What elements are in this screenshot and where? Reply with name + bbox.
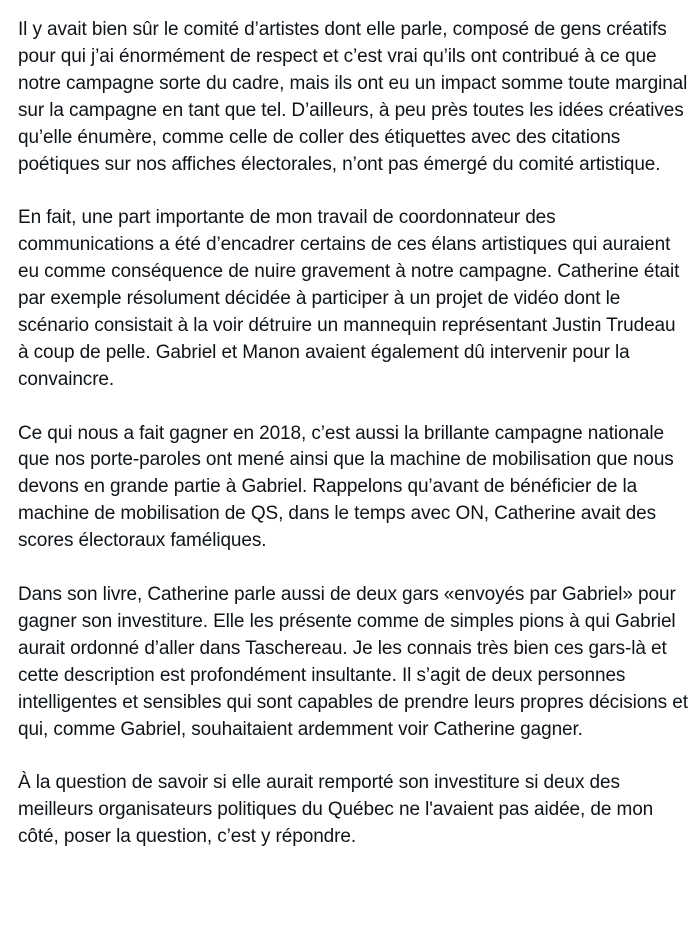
post-text (18, 17, 690, 851)
paragraph-5: À la question de savoir si elle aurait remporté son investiture si deux des meilleurs organisateurs politiques du Québec ne l'avaient pas aidée, de mon côté, poser la question, c’est y répondre. (18, 772, 654, 848)
paragraph-2: En fait, une part importante de mon travail de coordonnateur des communications a été d’encadrer certains de ces élans artistiques qui auraient eu comme conséquence de nuire gravement à notre campagne. Catherine était par exemple résolument décidée à participer à un projet de vidéo dont le scénario consistait à la voir détruire un mannequin représentant Justin Trudeau à coup de pelle. Gabriel et Manon avaient également dû intervenir pour la convaincre. (18, 207, 680, 390)
paragraph-3: Ce qui nous a fait gagner en 2018, c’est aussi la brillante campagne nationale que nos porte-paroles ont mené ainsi que la machine de mobilisation que nous devons en grande partie à Gabriel. Rappelons qu’avant de bénéficier de la machine de mobilisation de QS, dans le temps avec ON, Catherine avait des scores électoraux faméliques. (18, 422, 674, 552)
paragraph-1: Il y avait bien sûr le comité d’artistes dont elle parle, composé de gens créatifs pour qui j’ai énormément de respect et c’est vrai qu’ils ont contribué à ce que notre campagne sorte du cadre, mais ils ont eu un impact somme toute marginal sur la campagne en tant que tel. D’ailleurs, à peu près toutes les idées créatives qu’elle énumère, comme celle de coller des étiquettes avec des citations poétiques sur nos affiches électorales, n’ont pas émergé du comité artistique. (18, 19, 688, 175)
paragraph-4: Dans son livre, Catherine parle aussi de deux gars «envoyés par Gabriel» pour gagner son investiture. Elle les présente comme de simples pions à qui Gabriel aurait ordonné d’aller dans Taschereau. Je les connais très bien ces gars-là et cette description est profondément insultante. Il s’agit de deux personnes intelligentes et sensibles qui sont capables de prendre leurs propres décisions et qui, comme Gabriel, souhaitaient ardemment voir Catherine gagner. (18, 583, 688, 740)
